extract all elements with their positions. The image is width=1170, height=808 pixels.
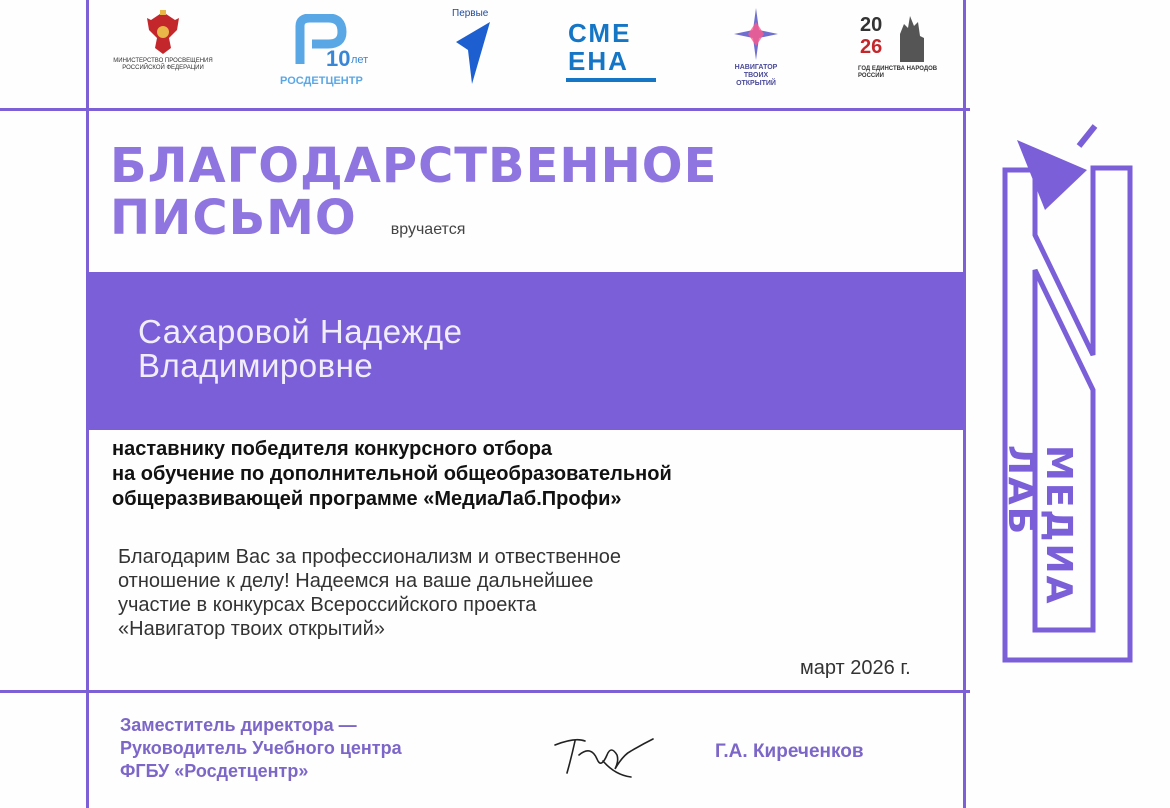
- medialab-line-2: ЛАБ: [1000, 445, 1041, 537]
- signer-name: Г.А. Киреченков: [715, 741, 864, 762]
- frame-line-bottom: [0, 690, 970, 693]
- recipient-line-2: Владимировне: [138, 347, 374, 384]
- nomination-line-1: наставнику победителя конкурсного отбора: [112, 438, 553, 460]
- title-line-1: БЛАГОДАРСТВЕННОЕ: [110, 138, 718, 194]
- partner-logos: [86, 0, 966, 110]
- smena-logo: [566, 18, 658, 86]
- thanks-line-2: отношение к делу! Надеемся на ваше дальнейшее: [118, 570, 594, 592]
- nomination-line-3: общеразвивающей программе «МедиаЛаб.Профи»: [112, 488, 622, 510]
- smena-top: СМЕ: [568, 18, 632, 48]
- smena-underline: [566, 78, 656, 82]
- recipient-name: [138, 315, 462, 383]
- awarded-label: вручается: [390, 221, 466, 238]
- navigator-caption: НАВИГАТОР ТВОИХ ОТКРЫТИЙ: [734, 64, 778, 87]
- thanks-paragraph: [118, 545, 621, 641]
- smena-bottom: ЕНА: [568, 46, 629, 76]
- year-bottom: 26: [860, 36, 883, 58]
- role-line-2: Руководитель Учебного центра: [120, 738, 402, 758]
- coat-of-arms-icon: [143, 8, 183, 58]
- recipient-line-1: Сахаровой Надежде: [138, 313, 463, 350]
- thanks-line-3: участие в конкурсах Всероссийского проекта: [118, 594, 537, 616]
- monument-icon: [890, 14, 930, 62]
- role-line-1: Заместитель директора —: [120, 715, 357, 735]
- signature-image: [545, 715, 665, 785]
- pervye-label: Первые: [452, 8, 489, 19]
- rosdet-years-word: лет: [351, 54, 369, 66]
- nomination-text: [112, 437, 672, 512]
- year-top: 20: [860, 14, 883, 36]
- document-title: [110, 140, 717, 256]
- role-line-3: ФГБУ «Росдетцентр»: [120, 761, 309, 781]
- pervye-arrow-icon: [454, 20, 494, 86]
- ministry-caption: МИНИСТЕРСТВО ПРОСВЕЩЕНИЯ РОССИЙСКОЙ ФЕДЕРАЦИИ: [113, 58, 213, 71]
- thanks-line-4: «Навигатор твоих открытий»: [118, 618, 385, 640]
- star-compass-icon: [734, 8, 778, 60]
- issue-date: март 2026 г.: [800, 657, 911, 679]
- ministry-logo: [108, 8, 218, 72]
- pervye-logo: [446, 8, 506, 88]
- thanks-line-1: Благодарим Вас за профессионализм и отвественное: [118, 546, 622, 568]
- signer-role: [120, 714, 402, 783]
- title-line-2-row: [110, 192, 717, 256]
- medialab-line-1: МЕДИА: [1038, 445, 1079, 606]
- rosdet-name: РОСДЕТЦЕНТР: [280, 75, 363, 87]
- navigator-logo: [716, 8, 796, 94]
- nomination-line-2: на обучение по дополнительной общеобразовательной: [112, 463, 672, 485]
- medialab-logo: [995, 120, 1145, 680]
- rosdetcenter-logo: [278, 14, 388, 90]
- title-line-2: ПИСЬМО: [110, 190, 357, 246]
- year-of-unity-logo: [858, 14, 938, 94]
- rosdet-years: 10: [326, 46, 351, 71]
- year-caption: ГОД ЕДИНСТВА НАРОДОВ РОССИИ: [858, 66, 938, 79]
